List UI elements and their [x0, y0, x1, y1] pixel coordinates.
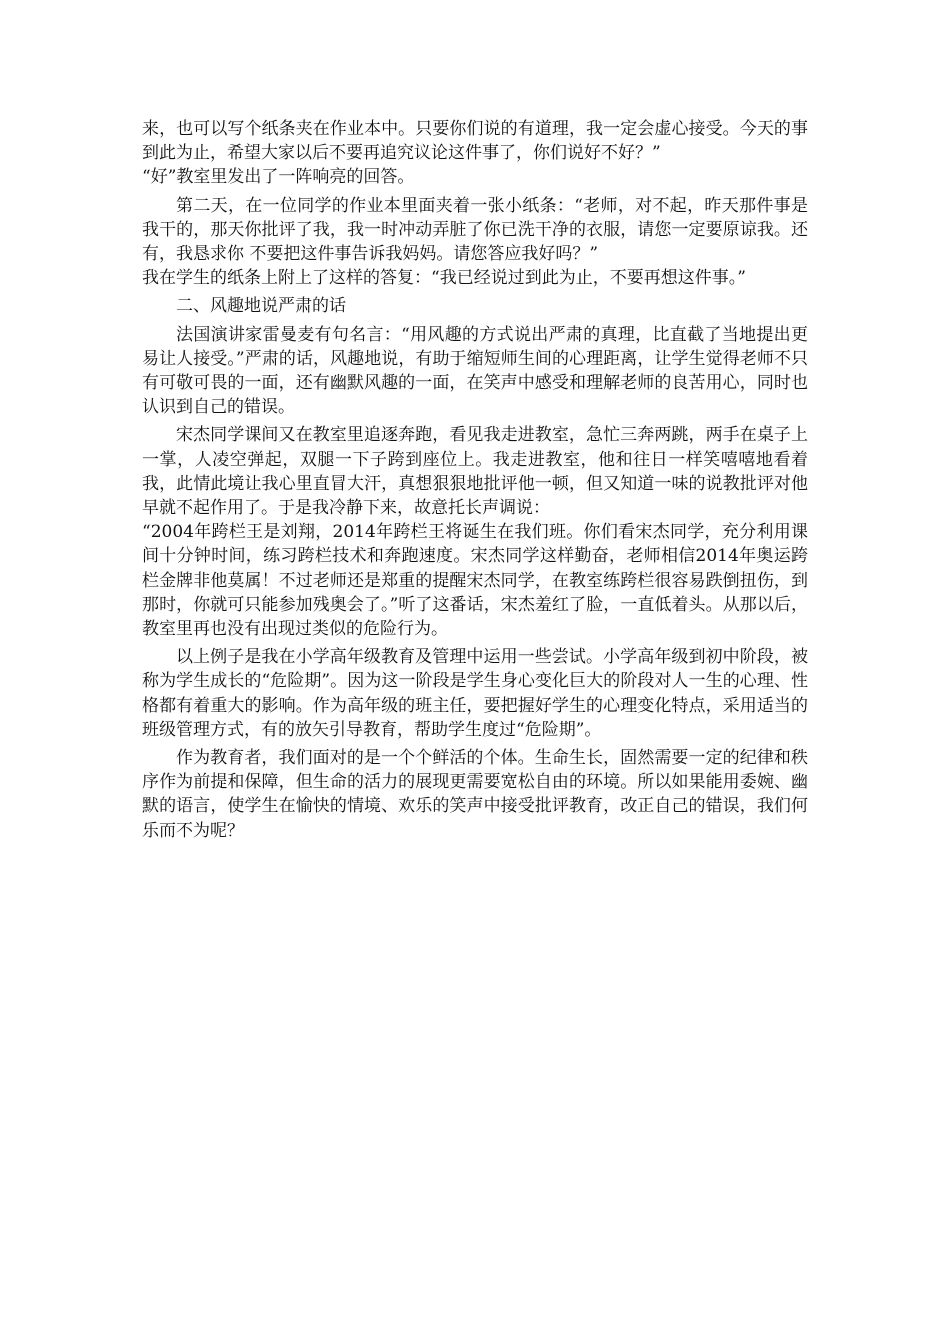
paragraph-answer: 我在学生的纸条上附上了这样的答复：“我已经说过到此为止，不要再想这件事。”: [142, 268, 746, 289]
paragraph-note: 第二天，在一位同学的作业本里面夹着一张小纸条：“老师，对不起，昨天那件事是我干的，那天你批评了我，我一时冲动弄脏了你已洗干净的衣服，请您一定要原谅我。还有，我恳求你 不要把这件事告诉我妈妈。请您答应我好吗？”: [142, 195, 808, 265]
paragraph-quote: 法国演讲家雷曼麦有句名言：“用风趣的方式说出严肃的真理，比直截了当地提出更易让人接受。”严肃的话，风趣地说，有助于缩短师生间的心理距离，让学生觉得老师不只有可敬可畏的一面，还有幽默风趣的一面，在笑声中感受和理解老师的良苦用心，同时也认识到自己的错误。: [142, 324, 808, 418]
document-body: [142, 117, 808, 843]
section-heading: 二、风趣地说严肃的话: [176, 296, 346, 317]
paragraph-story: 宋杰同学课间又在教室里追逐奔跑，看见我走进教室，急忙三奔两跳，两手在桌子上一掌，人凌空弹起，双腿一下子跨到座位上。我走进教室，他和往日一样笑嘻嘻地看着我，此情此境让我心里直冒大汗，真想狠狠地批评他一顿，但又知道一味的说教批评对他早就不起作用了。于是我冷静下来，故意托长声调说：: [142, 425, 808, 519]
paragraph-summary: 以上例子是我在小学高年级教育及管理中运用一些尝试。小学高年级到初中阶段，被称为学生成长的“危险期”。因为这一阶段是学生身心变化巨大的阶段对人一生的心理、性格都有着重大的影响。作为高年级的班主任，要把握好学生的心理变化特点，采用适当的班级管理方式，有的放矢引导教育，帮助学生度过“危险期”。: [142, 647, 808, 740]
paragraph-conclusion: 作为教育者，我们面对的是一个个鲜活的个体。生命生长，固然需要一定的纪律和秩序作为前提和保障，但生命的活力的展现更需要宽松自由的环境。所以如果能用委婉、幽默的语言，使学生在愉快的情境、欢乐的笑声中接受批评教育，改正自己的错误，我们何乐而不为呢？: [142, 748, 808, 841]
paragraph-reply: “好”教室里发出了一阵响亮的回答。: [142, 167, 415, 188]
paragraph-story-speech: “2004年跨栏王是刘翔，2014年跨栏王将诞生在我们班。你们看宋杰同学，充分利用课间十分钟时间，练习跨栏技术和奔跑速度。宋杰同学这样勤奋，老师相信2014年奥运跨栏金牌非他莫属！不过老师还是郑重的提醒宋杰同学，在教室练跨栏很容易跌倒扭伤，到那时，你就可只能参加残奥会了。”听了这番话，宋杰羞红了脸，一直低着头。从那以后，教室里再也没有出现过类似的危险行为。: [142, 522, 808, 640]
paragraph-continuation: 来，也可以写个纸条夹在作业本中。只要你们说的有道理，我一定会虚心接受。今天的事到此为止，希望大家以后不要再追究议论这件事了，你们说好不好？”: [142, 119, 808, 164]
